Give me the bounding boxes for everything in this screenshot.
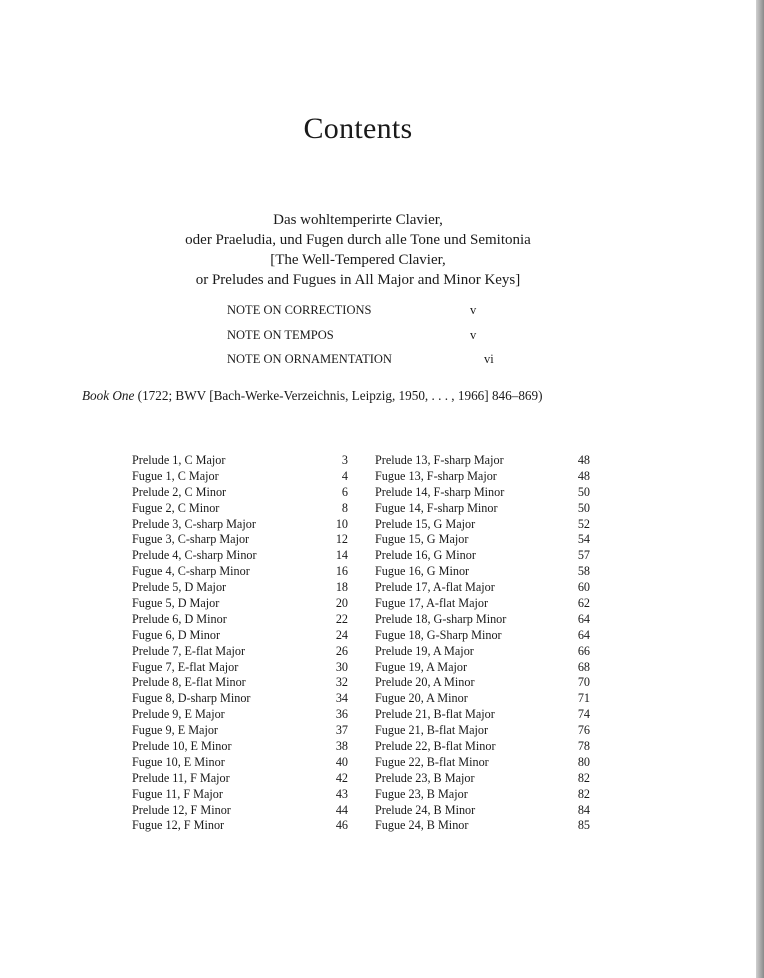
book-heading: [82, 388, 702, 404]
entry-title: Fugue 16, G Minor: [375, 564, 470, 579]
contents-entry: [375, 675, 590, 691]
entry-title: Prelude 19, A Major: [375, 643, 474, 658]
entry-page-number: 42: [335, 770, 348, 785]
page-title: Contents: [303, 112, 413, 145]
contents-entry: [132, 644, 348, 660]
contents-entry: [375, 485, 590, 501]
entry-page-number: 36: [335, 707, 348, 722]
entry-page-number: 16: [335, 564, 348, 579]
entry-title: Prelude 8, E-flat Minor: [132, 675, 246, 690]
entry-title: Prelude 22, B-flat Minor: [375, 739, 496, 754]
entry-title: Prelude 13, F-sharp Major: [375, 453, 504, 467]
subtitle-line-4: or Preludes and Fugues in All Major and Minor Keys]: [195, 272, 521, 288]
contents-entry: [375, 803, 590, 819]
entry-page-number: 40: [335, 754, 348, 769]
contents-entry: [132, 596, 348, 612]
note-entry: [227, 303, 527, 328]
contents-entry: [375, 707, 590, 723]
entry-page-number: 50: [577, 484, 590, 499]
work-subtitle: [0, 210, 716, 290]
contents-entry: [375, 771, 590, 787]
contents-entry: [375, 691, 590, 707]
contents-entry: [132, 469, 348, 485]
entry-title: Fugue 8, D-sharp Minor: [132, 691, 251, 706]
subtitle-line-3: [The Well-Tempered Clavier,: [270, 252, 446, 268]
contents-entry: [132, 612, 348, 628]
contents-entry: [132, 453, 348, 469]
contents-entry: [375, 517, 590, 533]
contents-entry: [375, 755, 590, 771]
entry-title: Fugue 12, F Minor: [132, 818, 225, 833]
entry-page-number: 22: [335, 611, 348, 626]
entry-title: Fugue 18, G-Sharp Minor: [375, 627, 502, 642]
entry-title: Fugue 14, F-sharp Minor: [375, 500, 498, 515]
entry-title: Fugue 10, E Minor: [132, 754, 225, 769]
entry-page-number: 70: [577, 675, 590, 690]
entry-title: Fugue 5, D Major: [132, 596, 220, 611]
entry-page-number: 43: [335, 786, 348, 801]
contents-entry: [132, 755, 348, 771]
entry-title: Prelude 24, B Minor: [375, 802, 476, 817]
contents-entry: [132, 485, 348, 501]
entry-title: Prelude 14, F-sharp Minor: [375, 484, 505, 499]
entry-title: Prelude 5, D Major: [132, 580, 227, 595]
entry-title: Prelude 23, B Major: [375, 770, 475, 785]
entry-title: Prelude 17, A-flat Major: [375, 580, 495, 595]
note-label: NOTE ON ORNAMENTATION: [227, 352, 392, 366]
entry-title: Prelude 6, D Minor: [132, 611, 227, 626]
entry-title: Fugue 17, A-flat Major: [375, 596, 489, 611]
entry-page-number: 76: [577, 723, 590, 738]
entry-page-number: 4: [341, 468, 348, 483]
contents-entry: [375, 596, 590, 612]
entry-title: Fugue 9, E Major: [132, 723, 218, 738]
page-edge-shadow: [756, 0, 764, 978]
entry-page-number: 10: [335, 516, 348, 531]
entry-page-number: 32: [335, 675, 348, 690]
contents-entry: [375, 453, 590, 469]
contents-entry: [375, 532, 590, 548]
entry-title: Fugue 20, A Minor: [375, 691, 468, 706]
contents-column-left: [132, 453, 348, 834]
entry-title: Fugue 4, C-sharp Minor: [132, 564, 250, 579]
contents-entry: [132, 532, 348, 548]
contents-entry: [132, 803, 348, 819]
contents-entry: [132, 501, 348, 517]
entry-page-number: 3: [341, 453, 348, 467]
entry-title: Prelude 12, F Minor: [132, 802, 231, 817]
entry-title: Prelude 1, C Major: [132, 453, 226, 467]
entry-page-number: 44: [335, 802, 348, 817]
contents-entry: [375, 739, 590, 755]
subtitle-line-1: Das wohltemperirte Clavier,: [273, 212, 443, 228]
entry-page-number: 24: [335, 627, 348, 642]
contents-entry: [375, 612, 590, 628]
entry-page-number: 12: [335, 532, 348, 547]
entry-title: Fugue 11, F Major: [132, 786, 223, 801]
entry-page-number: 68: [577, 659, 590, 674]
entry-page-number: 64: [577, 627, 590, 642]
contents-entry: [132, 691, 348, 707]
entry-title: Prelude 2, C Minor: [132, 484, 227, 499]
contents-entry: [375, 787, 590, 803]
entry-title: Fugue 21, B-flat Major: [375, 723, 489, 738]
entry-page-number: 82: [577, 786, 590, 801]
contents-entry: [375, 580, 590, 596]
entry-page-number: 85: [577, 818, 590, 833]
entry-title: Prelude 16, G Minor: [375, 548, 476, 563]
contents-entry: [375, 469, 590, 485]
entry-page-number: 38: [335, 739, 348, 754]
note-page: vi: [484, 352, 494, 366]
note-entry: [227, 352, 527, 377]
entry-page-number: 18: [335, 580, 348, 595]
contents-entry: [132, 787, 348, 803]
contents-entry: [375, 628, 590, 644]
note-page: v: [470, 327, 477, 342]
entry-page-number: 50: [577, 500, 590, 515]
contents-entry: [132, 517, 348, 533]
entry-title: Prelude 10, E Minor: [132, 739, 232, 754]
entry-title: Prelude 11, F Major: [132, 770, 230, 785]
contents-entry: [375, 644, 590, 660]
entry-title: Fugue 19, A Major: [375, 659, 468, 674]
note-entry: [227, 328, 527, 353]
entry-page-number: 26: [335, 643, 348, 658]
entry-page-number: 80: [577, 754, 590, 769]
entry-page-number: 48: [577, 468, 590, 483]
entry-title: Prelude 4, C-sharp Minor: [132, 548, 257, 563]
entry-title: Fugue 1, C Major: [132, 468, 219, 483]
contents-entry: [132, 707, 348, 723]
entry-page-number: 60: [577, 580, 590, 595]
entry-page-number: 46: [335, 818, 348, 833]
entry-title: Fugue 24, B Minor: [375, 818, 469, 833]
entry-page-number: 82: [577, 770, 590, 785]
entry-title: Prelude 3, C-sharp Major: [132, 516, 256, 531]
entry-page-number: 48: [577, 453, 590, 467]
contents-entry: [132, 675, 348, 691]
notes-list: [227, 303, 527, 377]
contents-entry: [132, 723, 348, 739]
entry-title: Prelude 20, A Minor: [375, 675, 475, 690]
contents-entry: [132, 628, 348, 644]
contents-entry: [375, 660, 590, 676]
entry-title: Fugue 7, E-flat Major: [132, 659, 239, 674]
contents-entry: [132, 739, 348, 755]
entry-page-number: 71: [577, 691, 590, 706]
note-page: v: [470, 303, 477, 317]
contents-entry: [132, 564, 348, 580]
entry-title: Fugue 6, D Minor: [132, 627, 221, 642]
entry-page-number: 64: [577, 611, 590, 626]
entry-page-number: 66: [577, 643, 590, 658]
entry-title: Prelude 21, B-flat Major: [375, 707, 495, 722]
entry-title: Prelude 15, G Major: [375, 516, 476, 531]
contents-entry: [375, 501, 590, 517]
contents-entry: [132, 580, 348, 596]
entry-title: Prelude 7, E-flat Major: [132, 643, 246, 658]
entry-page-number: 6: [341, 484, 348, 499]
entry-page-number: 58: [577, 564, 590, 579]
entry-title: Fugue 15, G Major: [375, 532, 469, 547]
contents-entry: [375, 548, 590, 564]
note-label: NOTE ON CORRECTIONS: [227, 303, 372, 317]
book-details: (1722; BWV [Bach-Werke-Verzeichnis, Leipzig, 1950, . . . , 1966] 846–869): [134, 388, 543, 403]
entry-page-number: 74: [577, 707, 590, 722]
contents-entry: [132, 771, 348, 787]
entry-page-number: 84: [577, 802, 590, 817]
entry-page-number: 52: [577, 516, 590, 531]
entry-page-number: 57: [577, 548, 590, 563]
entry-title: Prelude 18, G-sharp Minor: [375, 611, 507, 626]
book-name: Book One: [82, 388, 135, 403]
entry-title: Prelude 9, E Major: [132, 707, 225, 722]
contents-entry: [375, 723, 590, 739]
entry-page-number: 78: [577, 739, 590, 754]
entry-page-number: 34: [335, 691, 348, 706]
entry-page-number: 8: [341, 500, 348, 515]
contents-entry: [132, 548, 348, 564]
contents-entry: [375, 818, 590, 834]
entry-title: Fugue 3, C-sharp Major: [132, 532, 250, 547]
entry-title: Fugue 22, B-flat Minor: [375, 754, 489, 769]
entry-page-number: 20: [335, 596, 348, 611]
entry-page-number: 14: [335, 548, 348, 563]
contents-entry: [375, 564, 590, 580]
entry-title: Fugue 13, F-sharp Major: [375, 468, 497, 483]
entry-page-number: 54: [577, 532, 590, 547]
entry-title: Fugue 23, B Major: [375, 786, 468, 801]
note-label: NOTE ON TEMPOS: [227, 327, 334, 342]
entry-title: Fugue 2, C Minor: [132, 500, 220, 515]
contents-column-right: [375, 453, 590, 834]
contents-entry: [132, 818, 348, 834]
entry-page-number: 62: [577, 596, 590, 611]
subtitle-line-2: oder Praeludia, und Fugen durch alle Tone und Semitonia: [185, 232, 531, 248]
contents-entry: [132, 660, 348, 676]
entry-page-number: 37: [335, 723, 348, 738]
entry-page-number: 30: [335, 659, 348, 674]
